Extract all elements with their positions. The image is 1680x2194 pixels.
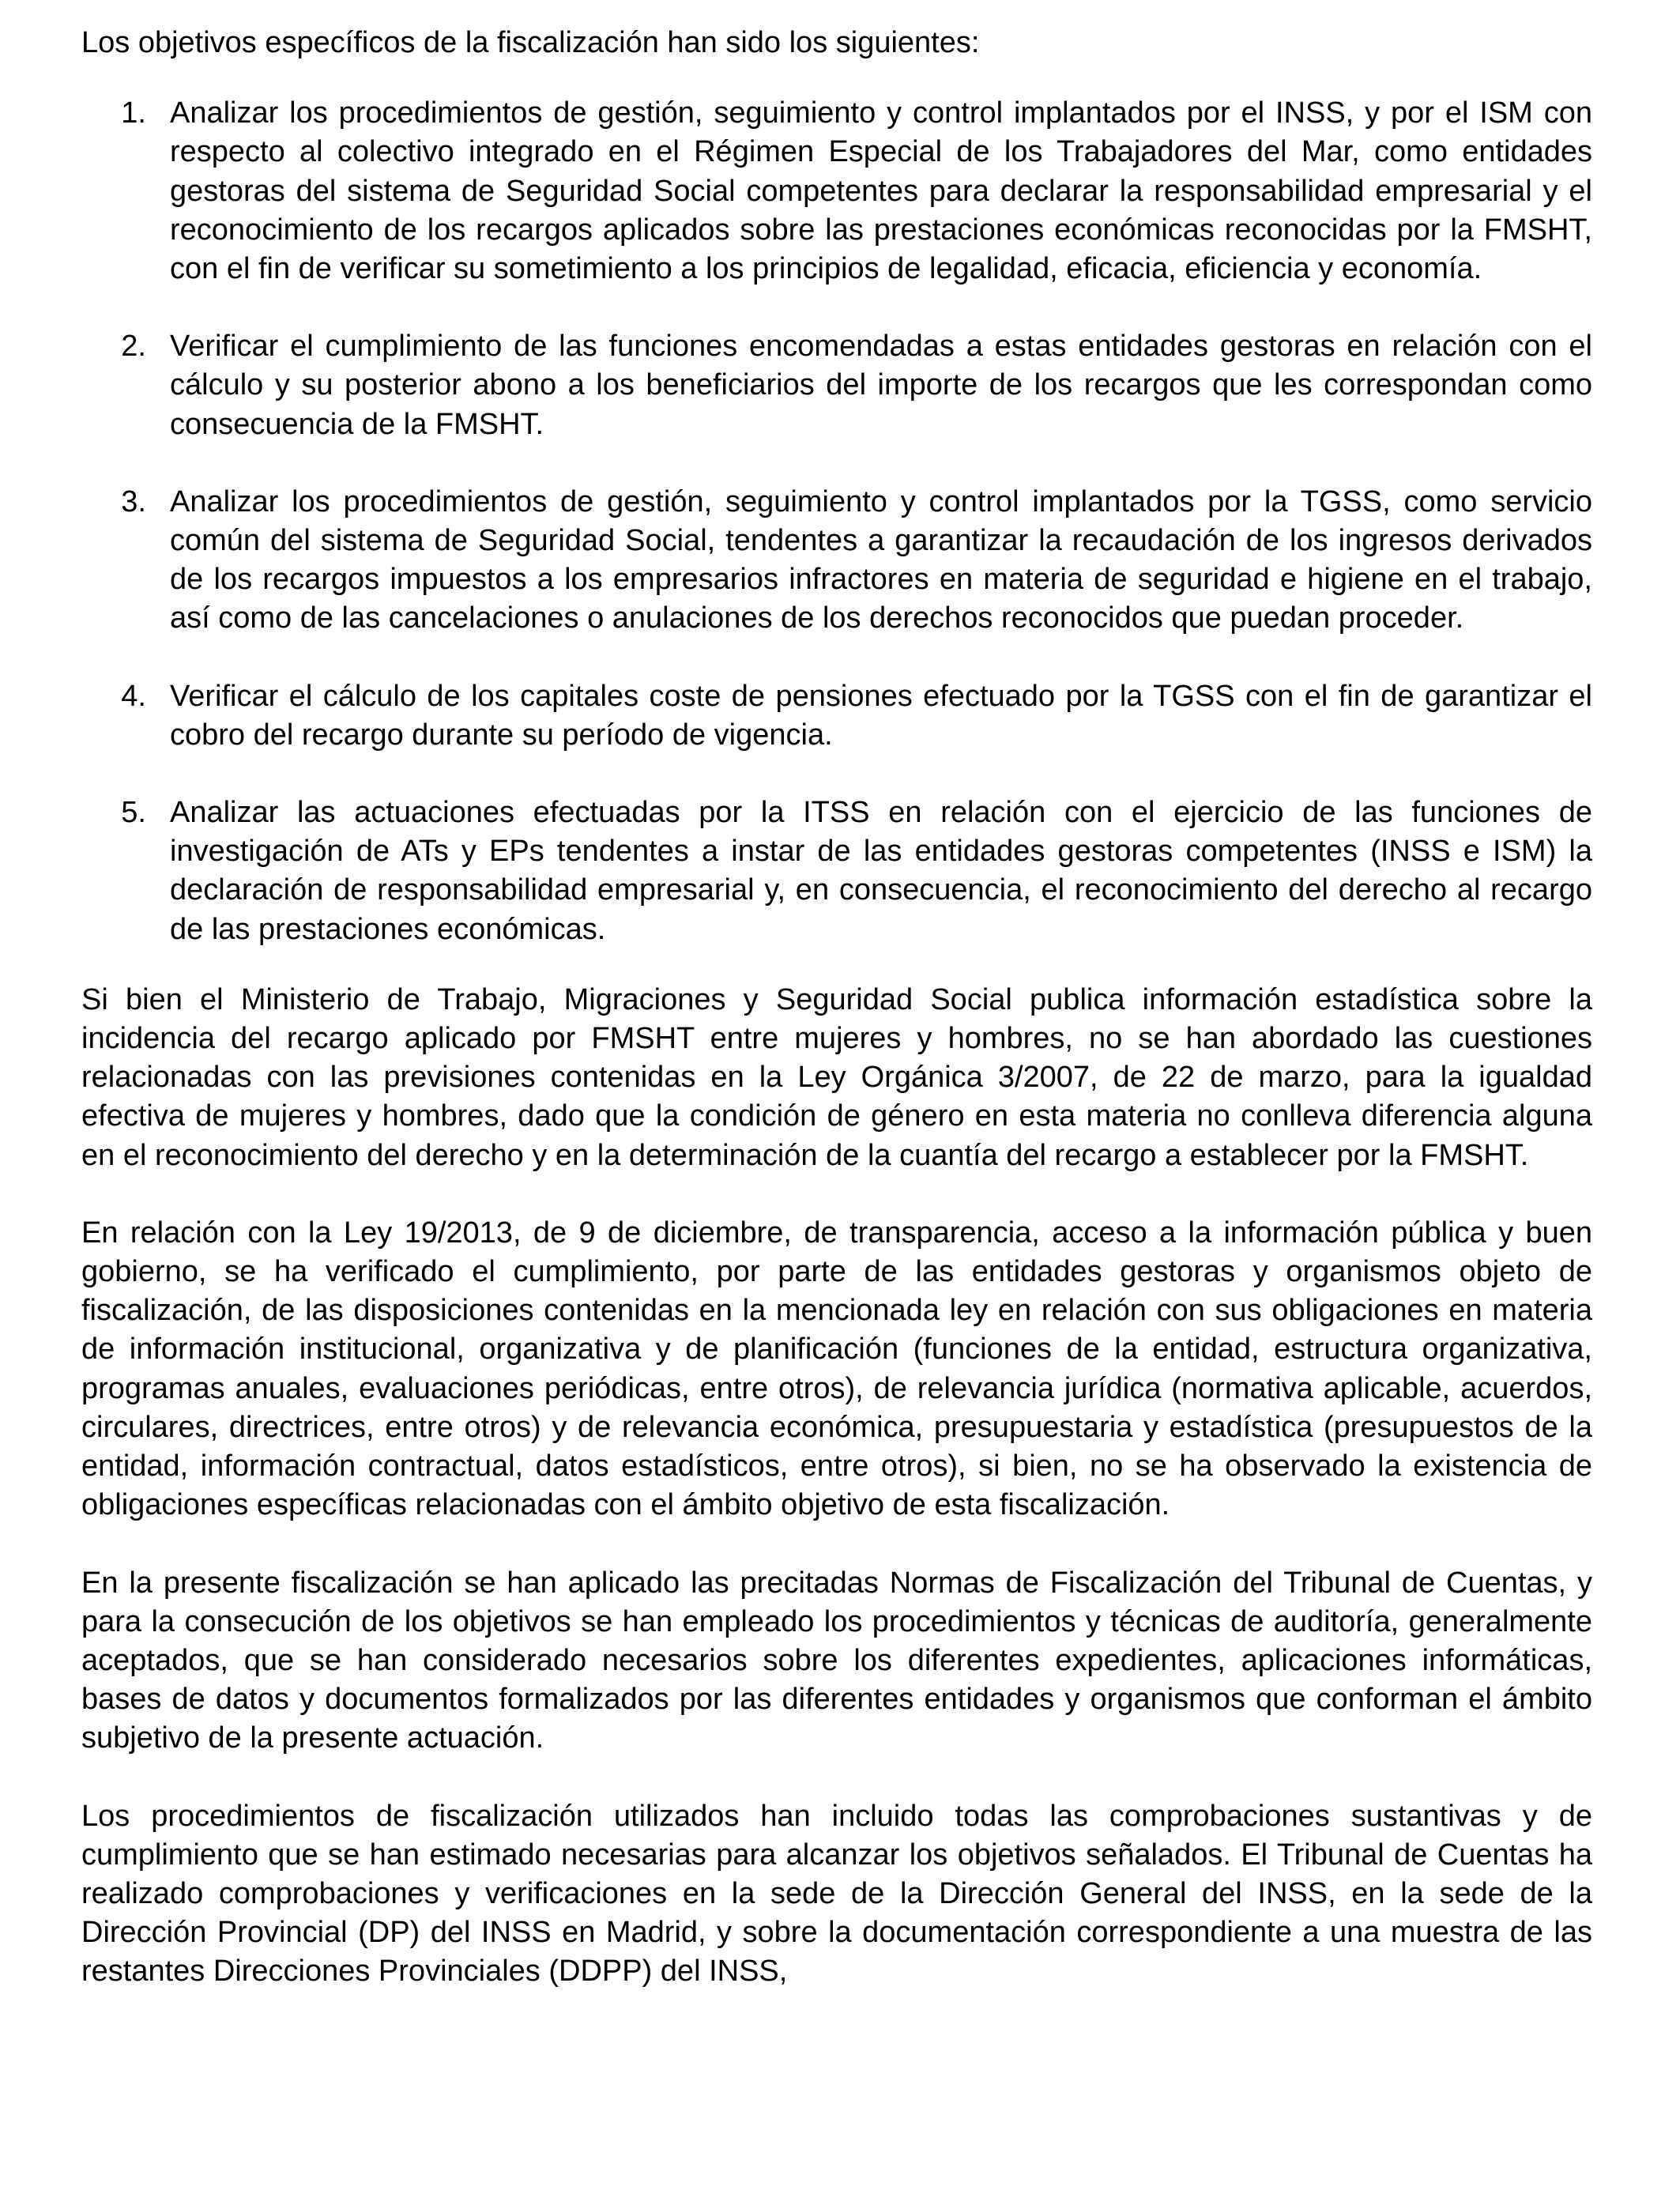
objective-text: Analizar las actuaciones efectuadas por la ITSS en relación con el ejercicio de las funciones de investigación de ATs y EPs tendentes a instar de las entidades gestoras competentes (INSS e ISM) la declaración de responsabilidad empresarial y, en consecuencia, el reconocimiento del derecho al recargo de las prestaciones económicas. [170,796,1592,946]
objective-number: 4. [121,679,146,713]
objective-item [81,794,1592,949]
objective-item [81,94,1592,288]
objectives-list [81,94,1592,949]
objective-item [81,327,1592,444]
objective-text: Analizar los procedimientos de gestión, seguimiento y control implantados por la TGSS, como servicio común del sistema de Seguridad Social, tendentes a garantizar la recaudación de los ingresos derivados de los recargos impuestos a los empresarios infractores en materia de seguridad e higiene en el trabajo, así como de las cancelaciones o anulaciones de los derechos reconocidos que puedan proceder. [170,484,1592,635]
objectives-intro: Los objetivos específicos de la fiscalización han sido los siguientes: [81,26,980,59]
document-page [81,24,1592,1992]
objective-text: Verificar el cálculo de los capitales coste de pensiones efectuado por la TGSS con el fin de garantizar el cobro del recargo durante su período de vigencia. [170,679,1592,752]
paragraph-audit-procedures: Los procedimientos de fiscalización utilizados han incluido todas las comprobaciones sustantivas y de cumplimiento que se han estimado necesarias para alcanzar los objetivos señalados. El Tribunal de Cuentas ha realizado comprobaciones y verificaciones en la sede de la Dirección General del INSS, en la sede de la Dirección Provincial (DP) del INSS en Madrid, y sobre la documentación correspondiente a una muestra de las restantes Direcciones Provinciales (DDPP) del INSS, [81,1799,1592,1989]
objective-text: Analizar los procedimientos de gestión, seguimiento y control implantados por el INSS, y por el ISM con respecto al colectivo integrado en el Régimen Especial de los Trabajadores del Mar, como entidades gestoras del sistema de Seguridad Social competentes para declarar la responsabilidad empresarial y el reconocimiento de los recargos aplicados sobre las prestaciones económicas reconocidas por la FMSHT, con el fin de verificar su sometimiento a los principios de legalidad, eficacia, eficiencia y economía. [170,96,1592,286]
objective-number: 3. [121,484,146,518]
objective-number: 1. [121,96,146,130]
objective-item [81,483,1592,639]
objective-item [81,677,1592,755]
paragraph-transparency-law: En relación con la Ley 19/2013, de 9 de diciembre, de transparencia, acceso a la información pública y buen gobierno, se ha verificado el cumplimiento, por parte de las entidades gestoras y organismos objeto de fiscalización, de las disposiciones contenidas en la mencionada ley en relación con sus obligaciones en materia de información institucional, organizativa y de planificación (funciones de la entidad, estructura organizativa, programas anuales, evaluaciones periódicas, entre otros), de relevancia jurídica (normativa aplicable, acuerdos, circulares, directrices, entre otros) y de relevancia económica, presupuestaria y estadística (presupuestos de la entidad, información contractual, datos estadísticos, entre otros), si bien, no se ha observado la existencia de obligaciones específicas relacionadas con el ámbito objetivo de esta fiscalización. [81,1216,1592,1522]
objective-number: 5. [121,796,146,830]
paragraph-audit-standards: En la presente fiscalización se han aplicado las precitadas Normas de Fiscalización del Tribunal de Cuentas, y para la consecución de los objetivos se han empleado los procedimientos y técnicas de auditoría, generalmente aceptados, que se han considerado necesarios sobre los diferentes expedientes, aplicaciones informáticas, bases de datos y documentos formalizados por las diferentes entidades y organismos que conforman el ámbito subjetivo de la presente actuación. [81,1566,1592,1755]
paragraph-gender-equality: Si bien el Ministerio de Trabajo, Migraciones y Seguridad Social publica información estadística sobre la incidencia del recargo aplicado por FMSHT entre mujeres y hombres, no se han abordado las cuestiones relacionadas con las previsiones contenidas en la Ley Orgánica 3/2007, de 22 de marzo, para la igualdad efectiva de mujeres y hombres, dado que la condición de género en esta materia no conlleva diferencia alguna en el reconocimiento del derecho y en la determinación de la cuantía del recargo a establecer por la FMSHT. [81,982,1592,1172]
objective-number: 2. [121,330,146,364]
objective-text: Verificar el cumplimiento de las funciones encomendadas a estas entidades gestoras en relación con el cálculo y su posterior abono a los beneficiarios del importe de los recargos que les correspondan como consecuencia de la FMSHT. [170,330,1592,441]
